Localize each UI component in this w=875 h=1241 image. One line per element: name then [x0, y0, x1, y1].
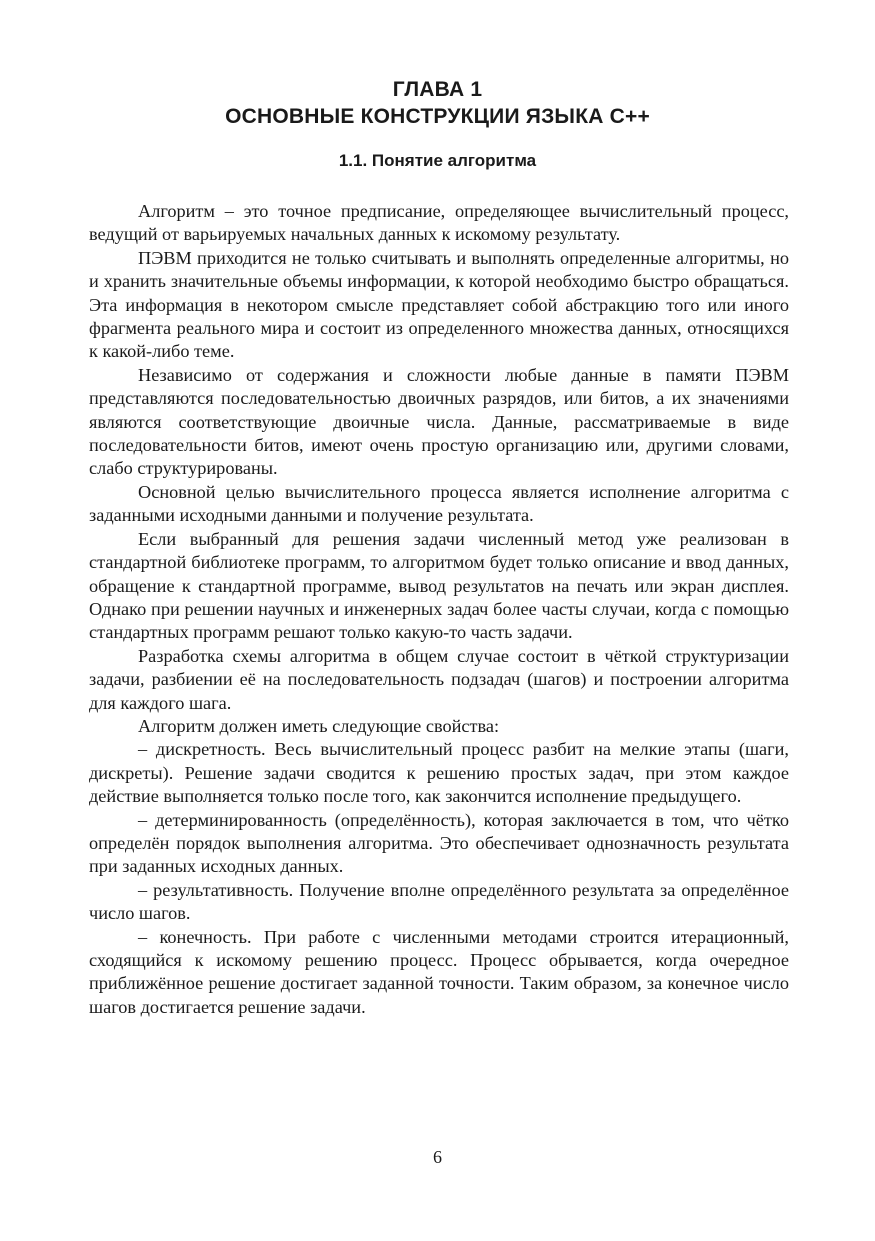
list-item: – дискретность. Весь вычислительный процесс разбит на мелкие этапы (шаги, дискреты). Решение задачи сводится к решению простых задач, при этом каждое действие выполняется только после того, как закончится исполнение предыдущего. — [89, 739, 789, 807]
list-item: – детерминированность (определённость), которая заключается в том, что чётко определён порядок выполнения алгоритма. Это обеспечивает однозначность результата при заданных исходных данных. — [89, 809, 789, 877]
paragraph: Основной целью вычислительного процесса является исполнение алгоритма с заданными исходными данными и получение результата. — [89, 481, 789, 526]
section-title: 1.1. Понятие алгоритма — [338, 151, 537, 170]
list-item: – конечность. При работе с численными методами строится итерационный, сходящийся к искомому решению процесс. Процесс обрывается, когда очередное приближённое решение достигает заданной точности. Таким образом, за конечное число шагов достигается решение задачи. — [89, 926, 789, 1017]
page-number: 6 — [433, 1147, 442, 1167]
paragraph: Разработка схемы алгоритма в общем случае состоит в чёткой структуризации задачи, разбиении её на последовательность подзадач (шагов) и построении алгоритма для каждого шага. — [89, 645, 789, 713]
body-text — [89, 200, 789, 1019]
paragraph: Независимо от содержания и сложности любые данные в памяти ПЭВМ представляются последовательностью двоичных разрядов, или битов, а их значениями являются соответствующие двоичные числа. Данные, рассматриваемые в виде последовательности битов, имеют очень простую организацию или, другими словами, слабо структурированы. — [89, 364, 789, 479]
paragraph: Алгоритм должен иметь следующие свойства: — [138, 715, 500, 736]
paragraph: Если выбранный для решения задачи численный метод уже реализован в стандартной библиотеке программ, то алгоритмом будет только описание и ввод данных, обращение к стандартной программе, вывод результатов на печать или экран дисплея. Однако при решении научных и инженерных задач более часты случаи, когда с помощью стандартных программ решают только какую-то часть задачи. — [89, 528, 789, 643]
list-item: – результативность. Получение вполне определённого результата за определённое число шагов. — [89, 879, 789, 924]
chapter-title: ОСНОВНЫЕ КОНСТРУКЦИИ ЯЗЫКА С++ — [225, 105, 650, 128]
chapter-heading — [0, 76, 875, 130]
chapter-label: ГЛАВА 1 — [392, 78, 483, 101]
paragraph: ПЭВМ приходится не только считывать и выполнять определенные алгоритмы, но и хранить значительные объемы информации, к которой необходимо быстро обращаться. Эта информация в некотором смысле представляет собой абстракцию того или иного фрагмента реального мира и состоит из определенного множества данных, относящихся к какой-либо теме. — [89, 247, 789, 362]
paragraph: Алгоритм – это точное предписание, определяющее вычислительный процесс, ведущий от варьируемых начальных данных к искомому результату. — [89, 201, 789, 245]
